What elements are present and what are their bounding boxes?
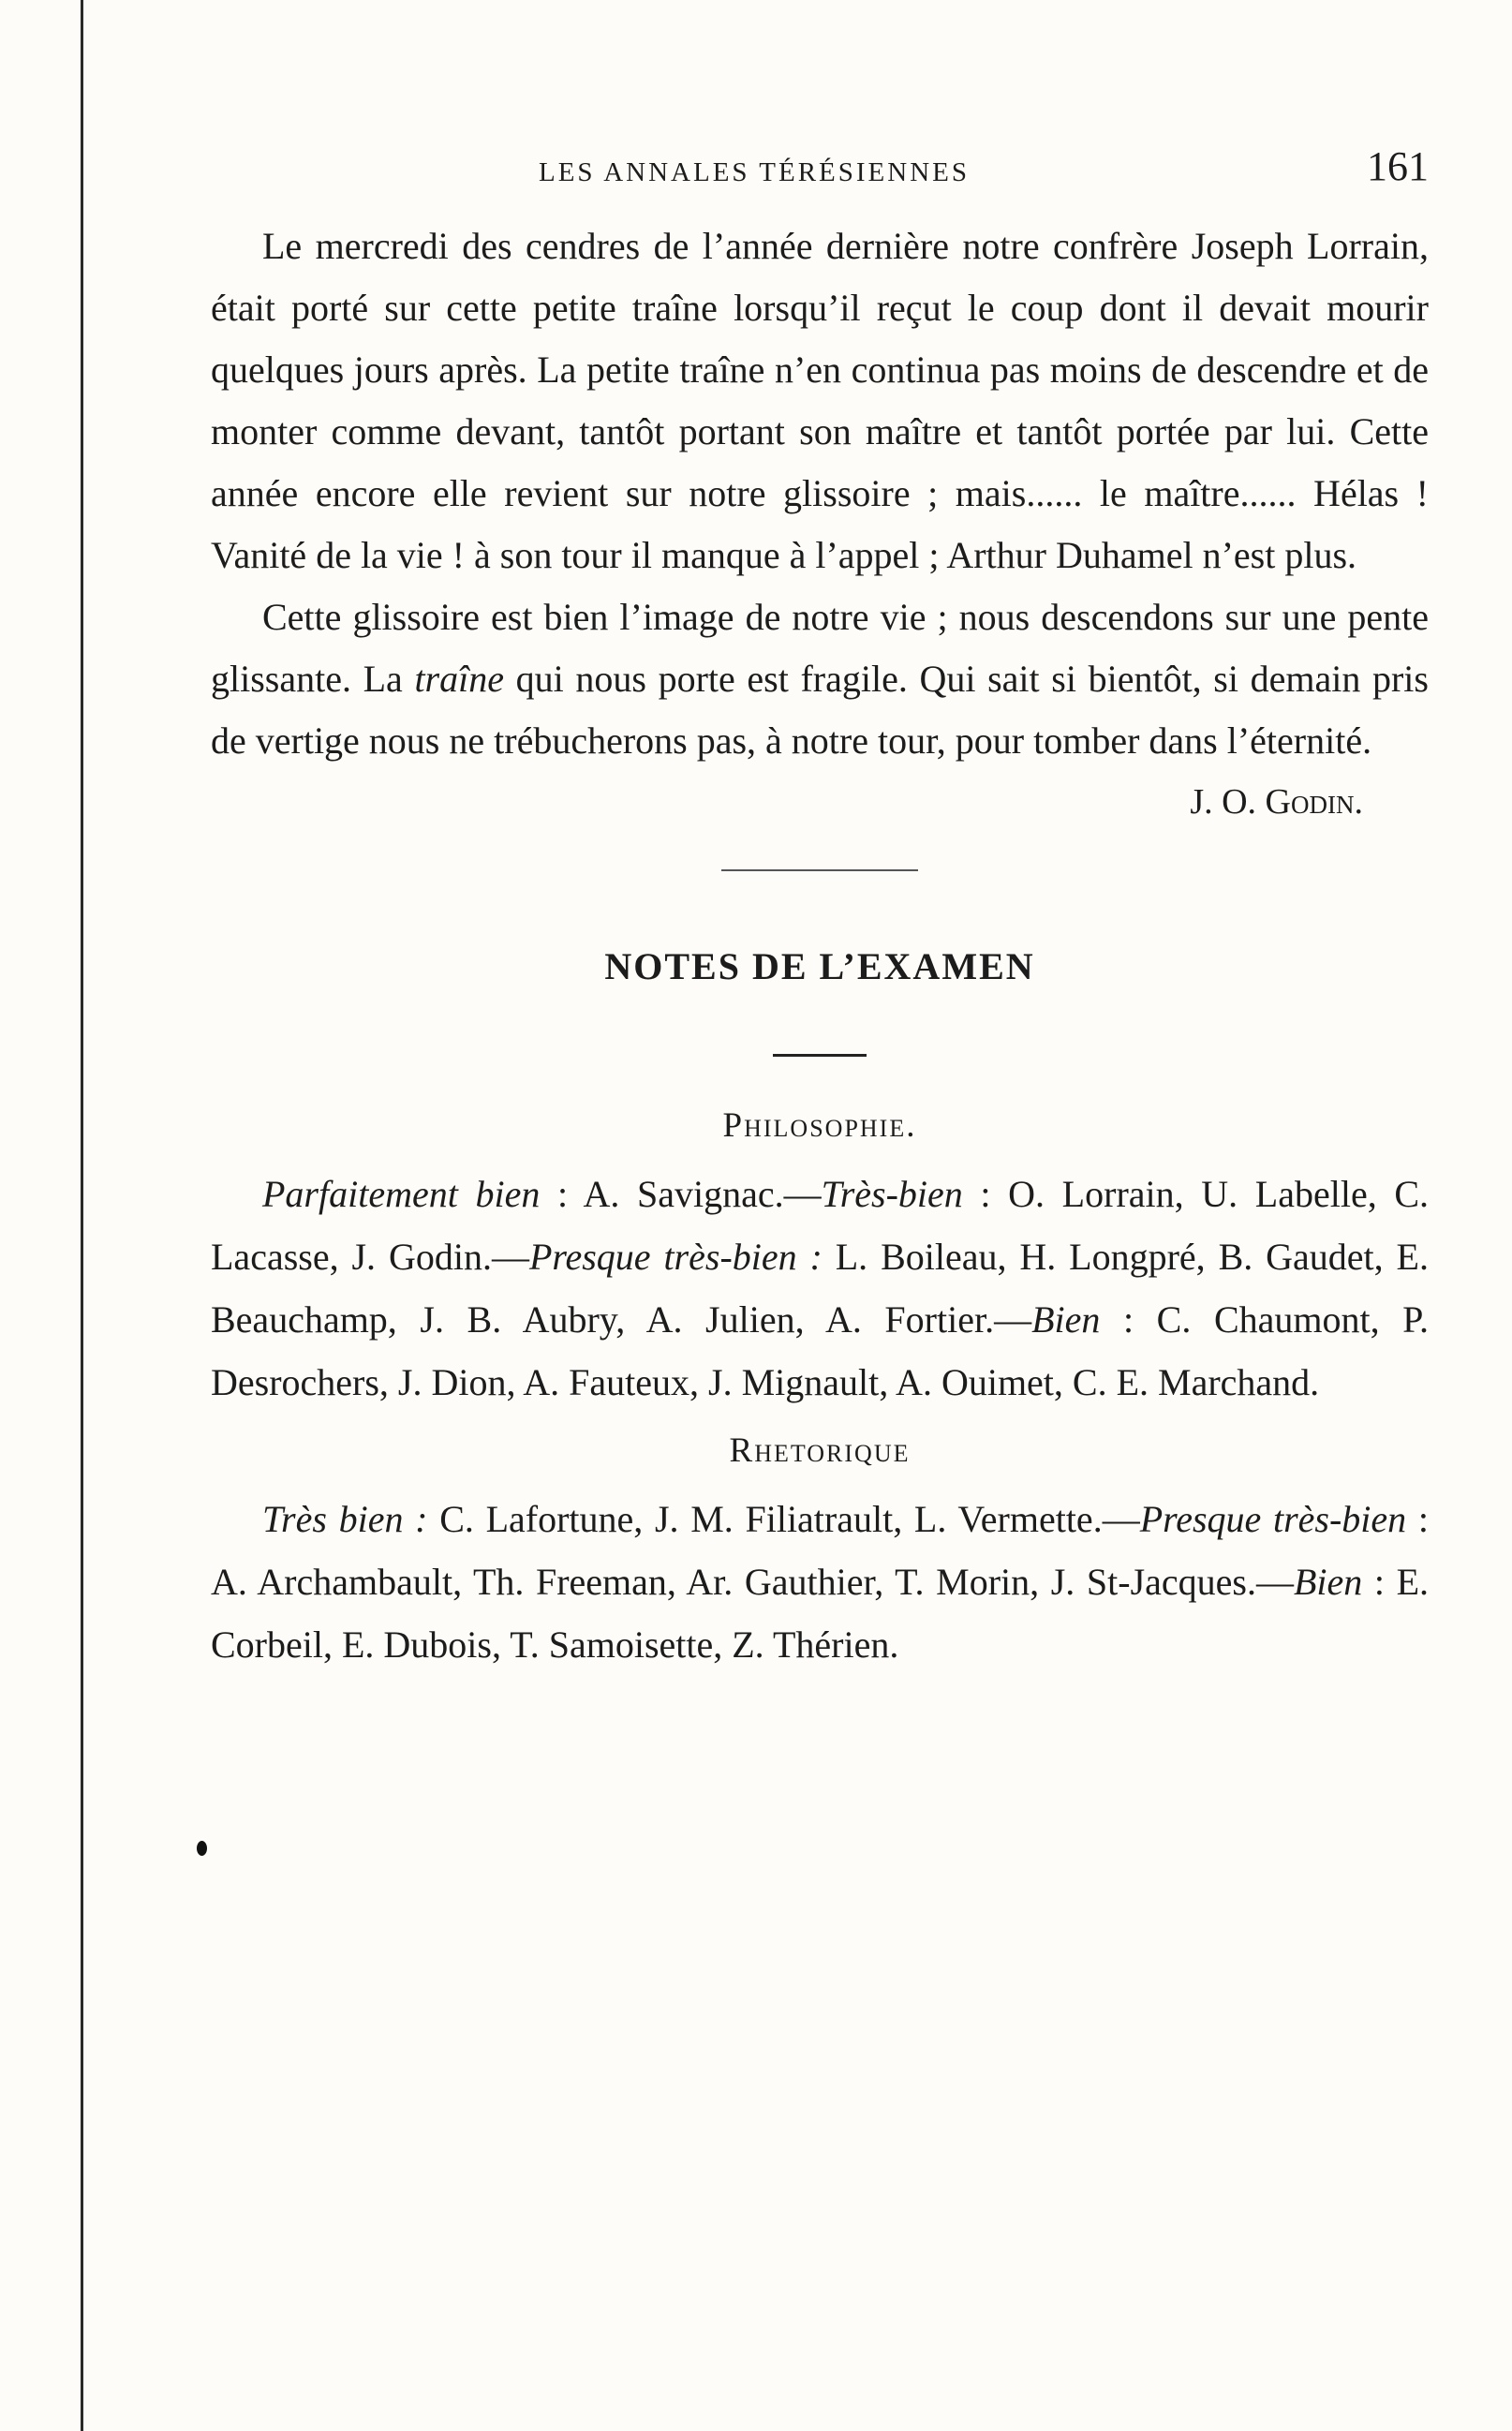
paragraph-2-before: Cette glissoire est bien l’image de notre vie ; nous descendons sur une pente glissante. La <box>211 596 1429 700</box>
grade-level: Parfaitement bien <box>262 1173 541 1215</box>
ink-mark <box>197 1841 207 1856</box>
grade-names: C. Lafortune, J. M. Filiatrault, L. Vermette.— <box>427 1498 1140 1540</box>
grade-names: : A. Savignac.— <box>540 1173 822 1215</box>
binding-edge <box>81 0 83 2431</box>
paragraph-2-italic: traîne <box>414 658 504 700</box>
article-signature: J. O. Godin. <box>1190 782 1363 822</box>
article-paragraph-1: Le mercredi des cendres de l’année dernière notre confrère Joseph Lorrain, était porté sur cette petite traîne lorsqu’il reçut le coup dont il devait mourir quelques jours après. La petite traîne n’en continua pas moins de descendre et de monter comme devant, tantôt portant son maître et tantôt portée par lui. Cette année encore elle revient sur notre glissoire ; mais...... le maître...... Hélas ! Vanité de la vie ! à son tour il manque à l’appel ; Arthur Duhamel n’est plus. <box>211 225 1429 576</box>
grade-level: Très-bien <box>821 1173 963 1215</box>
title-rule <box>773 1054 867 1057</box>
running-head <box>211 131 1429 215</box>
grade-names: : C. Chaumont, P. Desrochers, J. Dion, A. Fauteux, J. Mignault, A. Ouimet, C. E. Marchand. <box>211 1298 1429 1403</box>
running-title: LES ANNALES TÉRÉSIENNES <box>539 157 970 187</box>
divider-rule <box>721 869 918 871</box>
grade-level: Presque très-bien : <box>528 1236 823 1278</box>
grade-level: Très bien : <box>262 1498 428 1540</box>
grades-rhetorique <box>211 1488 1429 1676</box>
grade-level: Bien <box>1293 1561 1363 1603</box>
grade-names: : A. Archambault, Th. Freeman, Ar. Gauthier, T. Morin, J. St-Jacques.— <box>211 1498 1429 1603</box>
grade-level: Bien <box>1031 1298 1101 1341</box>
grade-names: : E. Corbeil, E. Dubois, T. Samoisette, Z. Thérien. <box>211 1561 1430 1666</box>
grade-names: : O. Lorrain, U. Labelle, C. Lacasse, J. Godin.— <box>211 1173 1430 1278</box>
paragraph-2-after: qui nous porte est fragile. Qui sait si bientôt, si demain pris de vertige nous ne trébucherons pas, à notre tour, pour tomber dans l’éternité. <box>211 658 1429 762</box>
grade-names: L. Boileau, H. Longpré, B. Gaudet, E. Beauchamp, J. B. Aubry, A. Julien, A. Fortier.— <box>211 1236 1429 1341</box>
heading-philosophie: Philosophie. <box>722 1106 917 1145</box>
article-paragraph-2 <box>211 586 1429 772</box>
grade-level: Presque très-bien <box>1139 1498 1407 1540</box>
section-title: NOTES DE L’EXAMEN <box>604 945 1035 987</box>
grades-philosophie <box>211 1163 1429 1414</box>
page <box>211 131 1429 1676</box>
page-number: 161 <box>1367 143 1429 189</box>
heading-rhetorique: Rhetorique <box>729 1431 911 1470</box>
